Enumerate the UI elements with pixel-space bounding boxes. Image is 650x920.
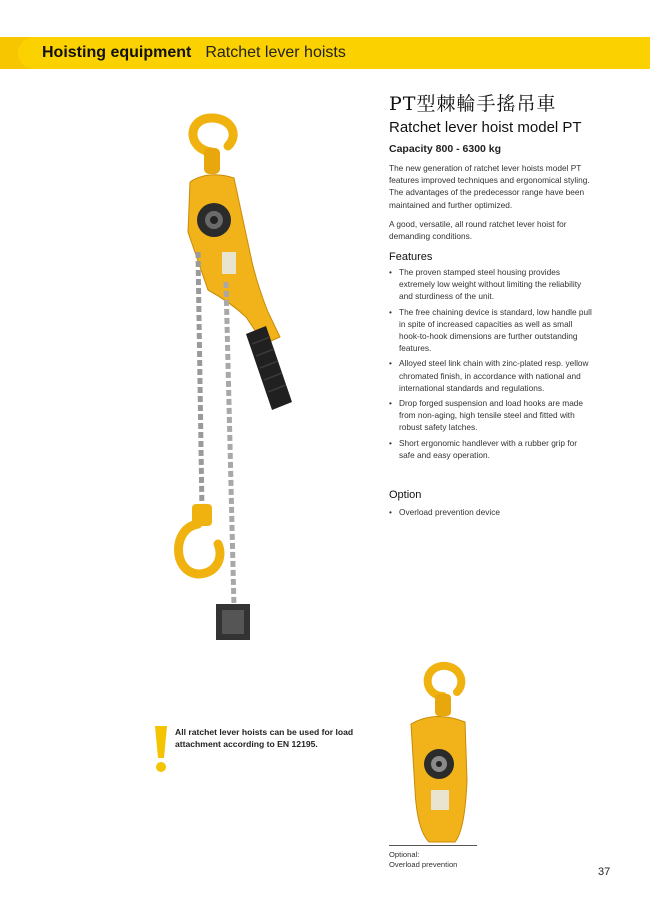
option-heading: Option xyxy=(389,489,422,501)
header-subcategory: Ratchet lever hoists xyxy=(205,44,346,61)
section-header xyxy=(42,44,346,62)
caption-line: Overload prevention xyxy=(389,860,458,869)
feature-item: • Alloyed steel link chain with zinc-plated resp. yellow chromated finish, in accordance with national and international standards and regulations. xyxy=(389,357,594,394)
load-attachment-note: All ratchet lever hoists can be used for load attachment according to EN 12195. xyxy=(175,727,354,749)
overload-prevention-hoist-image xyxy=(395,660,485,845)
option-list xyxy=(389,506,594,521)
feature-item: • The proven stamped steel housing provides extremely low weight without limiting the reliability and sturdiness of the unit. xyxy=(389,266,594,303)
ratchet-lever-hoist-image xyxy=(168,112,298,652)
intro-paragraph: The new generation of ratchet lever hoists model PT features improved techniques and ergonomical styling. The advantages of the predecessor range have been maintained and further optimized. xyxy=(389,163,590,210)
header-category: Hoisting equipment xyxy=(42,44,192,61)
intro-paragraph: A good, versatile, all round ratchet lever hoist for demanding conditions. xyxy=(389,219,567,242)
feature-item: • Drop forged suspension and load hooks are made from non-aging, high tensile steel and fitted with robust safety latches. xyxy=(389,397,594,434)
caption-line: Optional: xyxy=(389,850,420,859)
caption-rule xyxy=(389,845,477,846)
features-list xyxy=(389,266,594,464)
capacity-range: Capacity 800 - 6300 kg xyxy=(389,143,502,155)
features-heading: Features xyxy=(389,251,433,263)
image-caption xyxy=(389,850,457,870)
warning-exclamation-icon xyxy=(152,724,172,774)
product-title: Ratchet lever hoist model PT xyxy=(389,119,582,136)
option-item: • Overload prevention device xyxy=(389,506,594,518)
feature-item: • Short ergonomic handlever with a rubber grip for safe and easy operation. xyxy=(389,437,594,461)
page-number: 37 xyxy=(598,866,611,878)
feature-item: • The free chaining device is standard, low handle pull in spite of increased capacities as well as small hook-to-hook dimensions are further outstanding features. xyxy=(389,306,594,355)
product-title-chinese: PT型棘輪手搖吊車 xyxy=(389,93,557,115)
